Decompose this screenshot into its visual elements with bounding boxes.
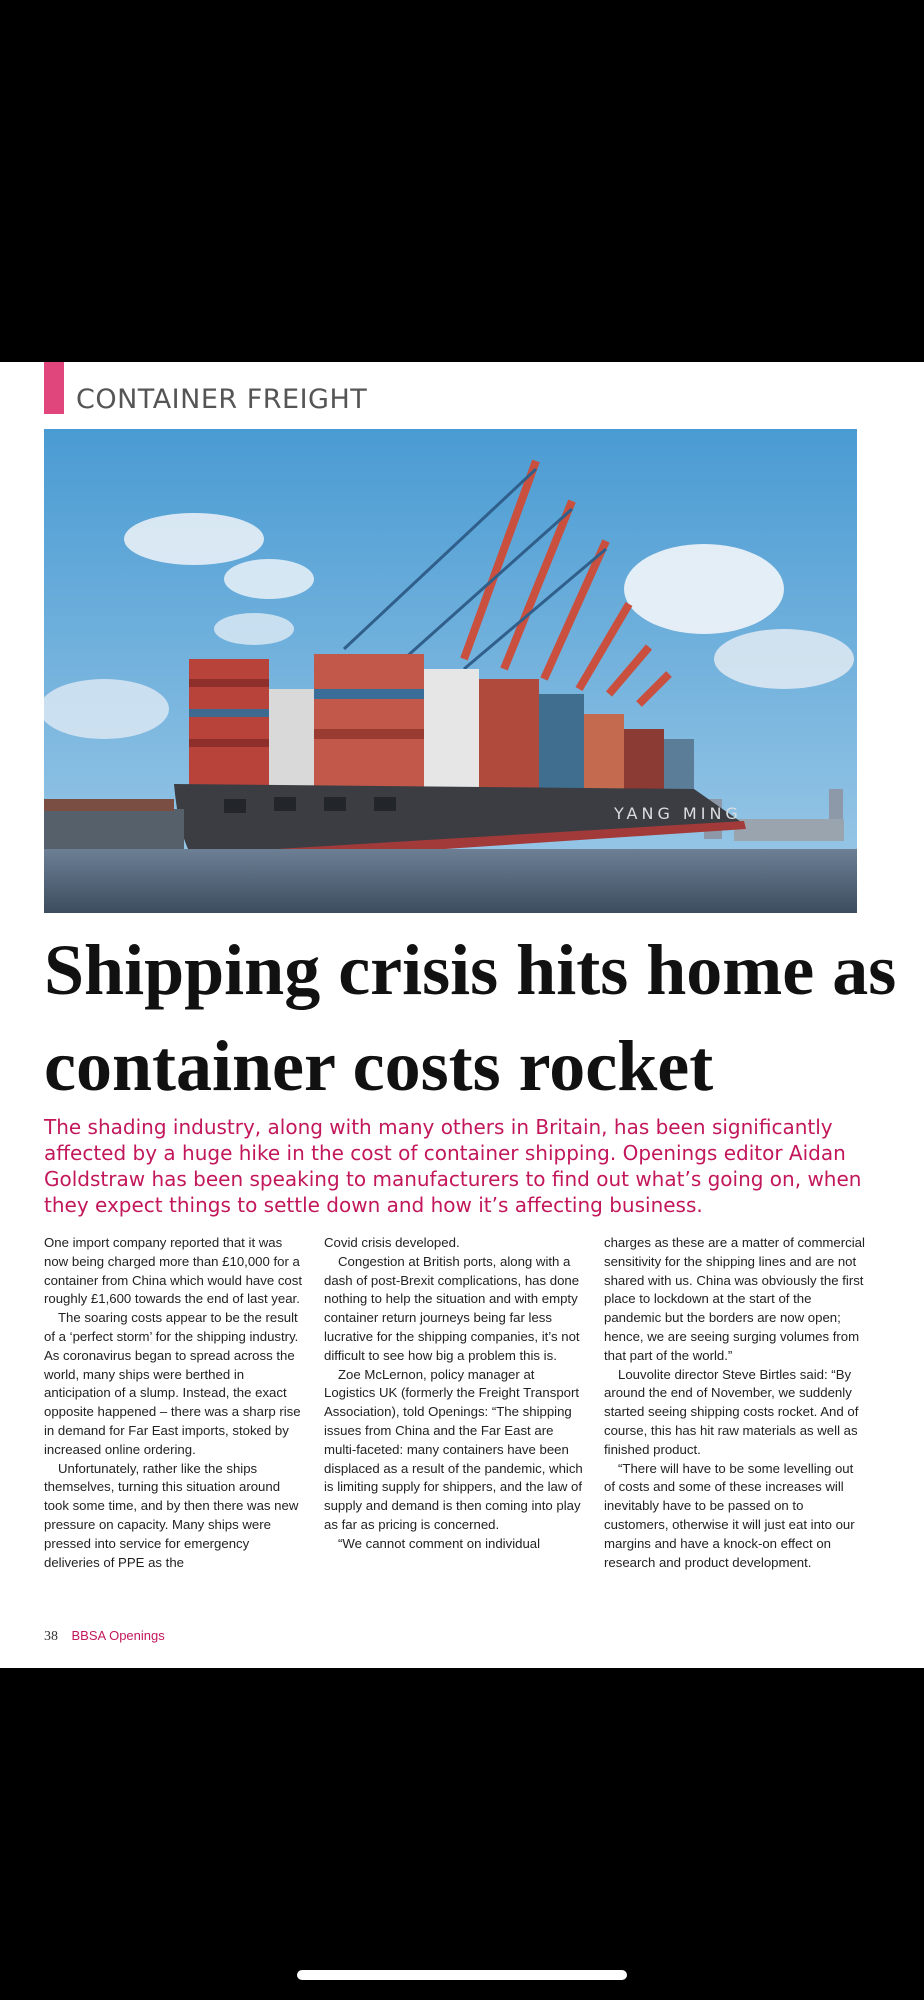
page-footer xyxy=(44,1628,165,1645)
article-headline: Shipping crisis hits home as container costs rocket xyxy=(44,930,897,1106)
magazine-name: BBSA Openings xyxy=(71,1628,165,1643)
paragraph: Unfortunately, rather like the ships themselves, turning this situation around took some time, and by then there was new pressure on capacity. Many ships were pressed into service for emergency deliveries of PPE as the xyxy=(44,1460,299,1570)
paragraph: charges as these are a matter of commercial sensitivity for the shipping lines and are not shared with us. China was obviously the first place to lockdown at the start of the pandemic but the borders are now open; hence, we are seeing surging volumes from that part of the world.” xyxy=(604,1235,865,1363)
paragraph: Covid crisis developed. xyxy=(324,1235,460,1250)
magazine-page xyxy=(0,362,924,1668)
article-body xyxy=(44,1234,865,1614)
paragraph: Louvolite director Steve Birtles said: “By around the end of November, we suddenly started seeing shipping costs rocket. And of course, this has hit raw materials as well as finished product. xyxy=(604,1366,859,1457)
paragraph: The soaring costs appear to be the result of a ‘perfect storm’ for the shipping industry. As coronavirus began to spread across the world, many ships were berthed in anticipation of a slump. Instead, the exact opposite happened – there was a sharp rise in demand for Far East imports, stoked by increased online ordering. xyxy=(44,1310,301,1457)
article-column-1 xyxy=(44,1234,306,1572)
paragraph: Congestion at British ports, along with a dash of post-Brexit complications, has done nothing to help the situation and with empty container return journeys being far less lucrative for the shipping companies, it’s not difficult to see how big a problem this is. xyxy=(324,1253,580,1363)
paragraph: “There will have to be some levelling out of costs and some of these increases will inevitably have to be passed on to customers, otherwise it will just eat into our margins and have a knock-on effect on research and product development. xyxy=(604,1460,855,1570)
paragraph: Zoe McLernon, policy manager at Logistics UK (formerly the Freight Transport Association), told Openings: “The shipping issues from China and the Far East are multi-faceted: many containers have been displaced as a result of the pandemic, which is limiting supply for shippers, and the law of supply and demand is then coming into play as far as pricing is concerned. xyxy=(324,1366,583,1532)
page-number: 38 xyxy=(44,1629,58,1644)
article-column-2 xyxy=(324,1234,586,1554)
paragraph: “We cannot comment on individual xyxy=(338,1535,541,1551)
article-column-3 xyxy=(604,1234,866,1572)
ship-hull-text: YANG MING xyxy=(614,804,742,823)
article-standfirst: The shading industry, along with many others in Britain, has been significantly affected by a huge hike in the cost of container shipping. Openings editor Aidan Goldstraw has been speaking to manufacturers to find out what’s going on, when they expect things to settle down and how it’s affecting business. xyxy=(44,1115,862,1217)
container-ship-image xyxy=(44,429,857,913)
container-ship-photo xyxy=(44,429,857,913)
paragraph: One import company reported that it was now being charged more than £10,000 for a container from China which would have cost roughly £1,600 towards the end of last year. xyxy=(44,1235,303,1307)
section-label: CONTAINER FREIGHT xyxy=(76,384,368,415)
section-accent-bar xyxy=(44,362,64,414)
home-indicator-bar[interactable] xyxy=(297,1970,627,1980)
